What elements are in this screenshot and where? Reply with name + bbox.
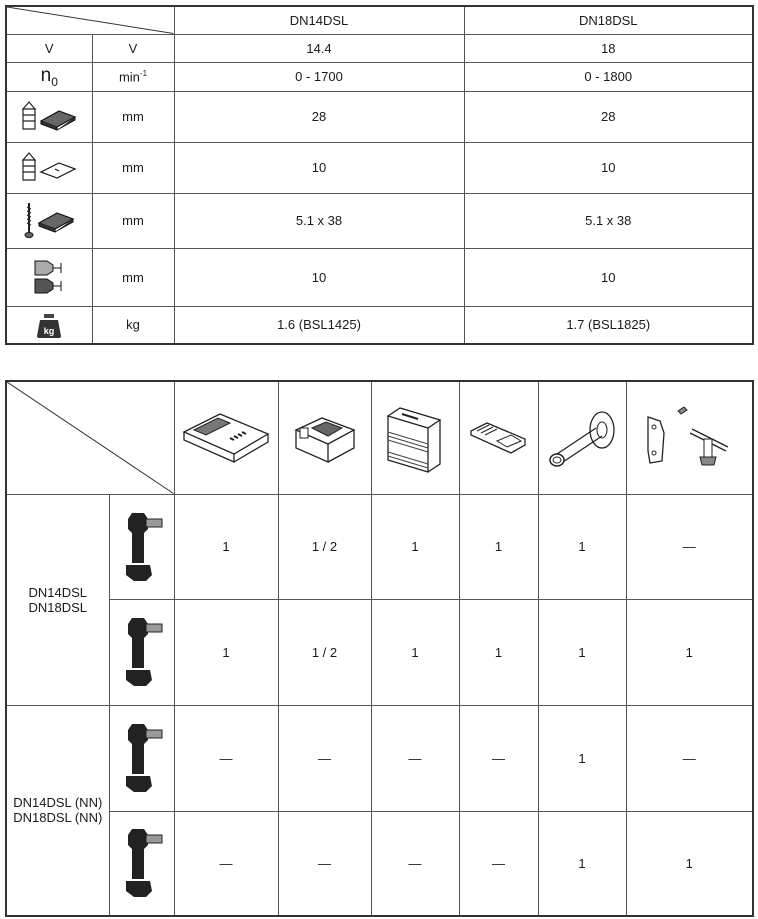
no-load-speed-symbol: $n_0$ xyxy=(6,62,92,91)
spec-unit: kg xyxy=(92,306,174,344)
quantity-cell: — xyxy=(626,494,753,599)
spec-value: 10 xyxy=(174,142,464,193)
spec-value: 5.1 x 38 xyxy=(464,193,753,248)
spec-value: 0 - 1800 xyxy=(464,62,753,91)
quantity-cell: 1 xyxy=(459,494,538,599)
spec-value: 1.6 (BSL1425) xyxy=(174,306,464,344)
svg-text:kg: kg xyxy=(43,325,55,336)
quantity-cell: — xyxy=(278,705,371,811)
drill-bit-steel-icon xyxy=(6,142,92,193)
quantity-cell: 1 xyxy=(626,811,753,916)
model-group-label: DN14DSL (NN) DN18DSL (NN) xyxy=(6,705,109,916)
drill-with-handle-icon xyxy=(109,705,174,811)
chuck-capacity-icon xyxy=(6,248,92,306)
voltage-unit: V xyxy=(92,34,174,62)
quantity-cell: 1 xyxy=(538,599,626,705)
spec-unit: mm xyxy=(92,91,174,142)
quantity-cell: — xyxy=(174,705,278,811)
spec-table xyxy=(5,5,754,345)
model-header: DN18DSL xyxy=(464,6,753,34)
quantity-cell: — xyxy=(371,705,459,811)
charger-icon xyxy=(174,381,278,494)
spec-value: 28 xyxy=(174,91,464,142)
quantity-cell: — xyxy=(626,705,753,811)
quantity-cell: 1 xyxy=(174,494,278,599)
quantity-cell: — xyxy=(459,811,538,916)
spec-unit: mm xyxy=(92,142,174,193)
model-group-label: DN14DSL DN18DSL xyxy=(6,494,109,705)
quantity-cell: — xyxy=(459,705,538,811)
model-header: DN14DSL xyxy=(174,6,464,34)
battery-icon xyxy=(278,381,371,494)
quantity-cell: 1 xyxy=(371,494,459,599)
spec-value: 5.1 x 38 xyxy=(174,193,464,248)
spec-value: 28 xyxy=(464,91,753,142)
drill-with-handle-icon xyxy=(109,494,174,599)
chuck-kit-icon xyxy=(626,381,753,494)
plastic-plate-icon xyxy=(459,381,538,494)
screw-wood-icon xyxy=(6,193,92,248)
spec-value: 1.7 (BSL1825) xyxy=(464,306,753,344)
quantity-cell: 1 xyxy=(371,599,459,705)
carrying-case-icon xyxy=(371,381,459,494)
accessory-corner-cell xyxy=(6,381,174,494)
quantity-cell: — xyxy=(371,811,459,916)
accessory-table xyxy=(5,380,754,917)
spec-value: 0 - 1700 xyxy=(174,62,464,91)
drill-with-handle-icon xyxy=(109,599,174,705)
spec-value: 18 xyxy=(464,34,753,62)
spec-unit: mm xyxy=(92,193,174,248)
drill-with-handle-icon xyxy=(109,811,174,916)
quantity-cell: 1 xyxy=(538,494,626,599)
spec-value: 14.4 xyxy=(174,34,464,62)
speed-unit: $\min^{-1}$ xyxy=(92,62,174,91)
spec-unit: mm xyxy=(92,248,174,306)
quantity-cell: 1 xyxy=(538,811,626,916)
quantity-cell: 1 xyxy=(174,599,278,705)
spec-corner-cell xyxy=(6,6,174,34)
spec-value: 10 xyxy=(174,248,464,306)
quantity-cell: 1 xyxy=(538,705,626,811)
quantity-cell: 1 / 2 xyxy=(278,494,371,599)
side-handle-icon xyxy=(538,381,626,494)
quantity-cell: 1 xyxy=(626,599,753,705)
spec-value: 10 xyxy=(464,142,753,193)
quantity-cell: 1 xyxy=(459,599,538,705)
quantity-cell: — xyxy=(278,811,371,916)
weight-kg-icon xyxy=(6,306,92,344)
quantity-cell: 1 / 2 xyxy=(278,599,371,705)
drill-bit-wood-icon xyxy=(6,91,92,142)
quantity-cell: — xyxy=(174,811,278,916)
spec-value: 10 xyxy=(464,248,753,306)
voltage-symbol: V xyxy=(6,34,92,62)
